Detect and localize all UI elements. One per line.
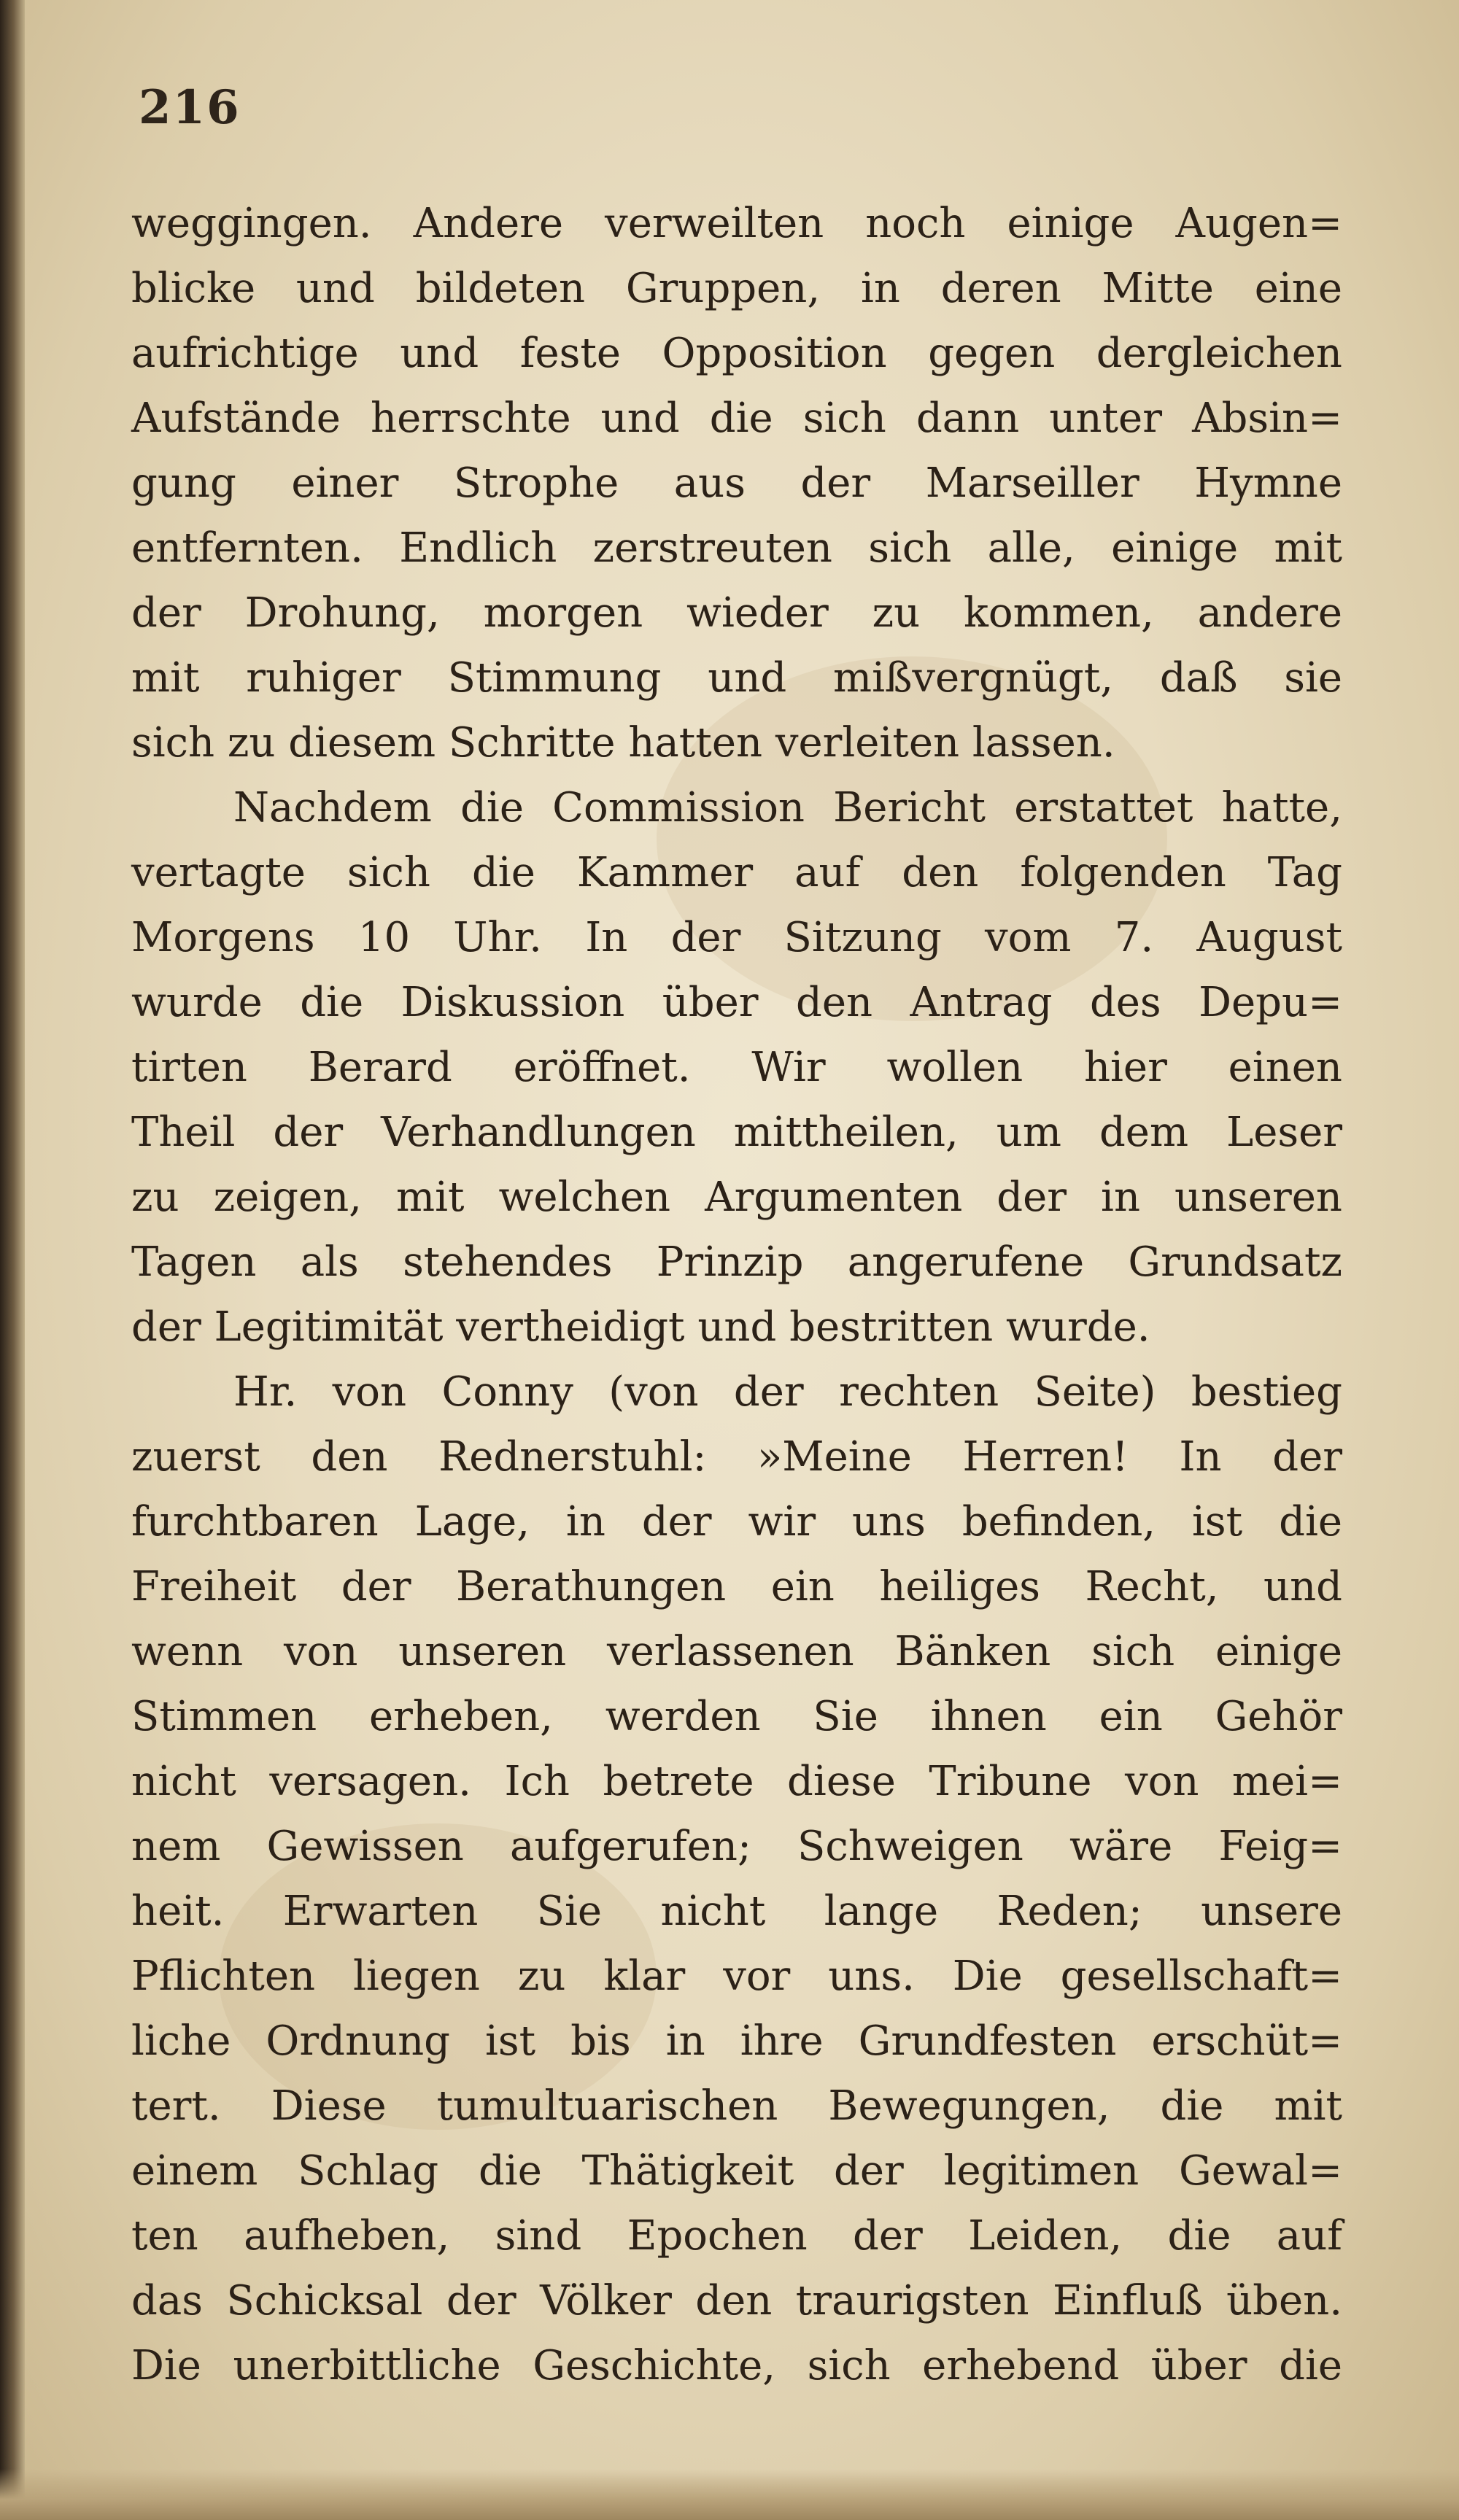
text-line: tirten Berard eröffnet. Wir wollen hier einen [131,1044,1342,1091]
text-line: ten aufheben, sind Epochen der Leiden, die auf [131,2212,1342,2260]
text-line: Aufstände herrschte und die sich dann unter Absin= [131,395,1342,442]
text-line: mit ruhiger Stimmung und mißvergnügt, daß sie [131,654,1342,702]
text-line: der Drohung, morgen wieder zu kommen, andere [131,589,1342,637]
text-line: zuerst den Rednerstuhl: »Meine Herren! In der [131,1433,1342,1481]
text-line: heit. Erwarten Sie nicht lange Reden; unsere [131,1888,1342,1935]
text-line: aufrichtige und feste Opposition gegen dergleichen [131,330,1342,377]
page-bottom-edge [0,2469,1459,2520]
text-line: Morgens 10 Uhr. In der Sitzung vom 7. August [131,914,1342,961]
text-line: zu zeigen, mit welchen Argumenten der in unseren [131,1174,1342,1221]
text-line: blicke und bildeten Gruppen, in deren Mitte eine [131,265,1342,312]
text-line: vertagte sich die Kammer auf den folgenden Tag [131,849,1342,896]
text-line: nicht versagen. Ich betrete diese Tribune von mei= [131,1758,1342,1805]
text-line: Stimmen erheben, werden Sie ihnen ein Gehör [131,1693,1342,1740]
page-number: 216 [139,80,241,135]
text-line: Die unerbittliche Geschichte, sich erhebend über die [131,2342,1342,2389]
text-line: Nachdem die Commission Bericht erstattet hatte, [233,784,1342,831]
text-line: liche Ordnung ist bis in ihre Grundfesten erschüt= [131,2017,1342,2065]
text-line: Pflichten liegen zu klar vor uns. Die gesellschaft= [131,1953,1342,2000]
text-line: sich zu diesem Schritte hatten verleiten lassen. [131,719,1115,767]
text-line: furchtbaren Lage, in der wir uns befinden, ist die [131,1498,1342,1546]
text-line: entfernten. Endlich zerstreuten sich alle, einige mit [131,524,1342,572]
text-line: Theil der Verhandlungen mittheilen, um dem Leser [131,1109,1342,1156]
text-line: Freiheit der Berathungen ein heiliges Recht, und [131,1563,1342,1610]
text-line: der Legitimität vertheidigt und bestritten wurde. [131,1303,1150,1351]
text-line: einem Schlag die Thätigkeit der legitimen Gewal= [131,2147,1342,2195]
text-line: tert. Diese tumultuarischen Bewegungen, die mit [131,2082,1342,2130]
text-line: Hr. von Conny (von der rechten Seite) bestieg [233,1368,1342,1416]
text-line: wenn von unseren verlassenen Bänken sich einige [131,1628,1342,1675]
text-line: das Schicksal der Völker den traurigsten Einfluß üben. [131,2277,1342,2325]
text-line: wurde die Diskussion über den Antrag des Depu= [131,979,1342,1026]
text-line: nem Gewissen aufgerufen; Schweigen wäre Feig= [131,1823,1342,1870]
text-line: gung einer Strophe aus der Marseiller Hymne [131,460,1342,507]
text-line: weggingen. Andere verweilten noch einige Augen= [131,200,1342,247]
text-line: Tagen als stehendes Prinzip angerufene Grundsatz [131,1238,1342,1286]
body-text [131,191,1342,2398]
book-spine-edge [0,0,25,2520]
